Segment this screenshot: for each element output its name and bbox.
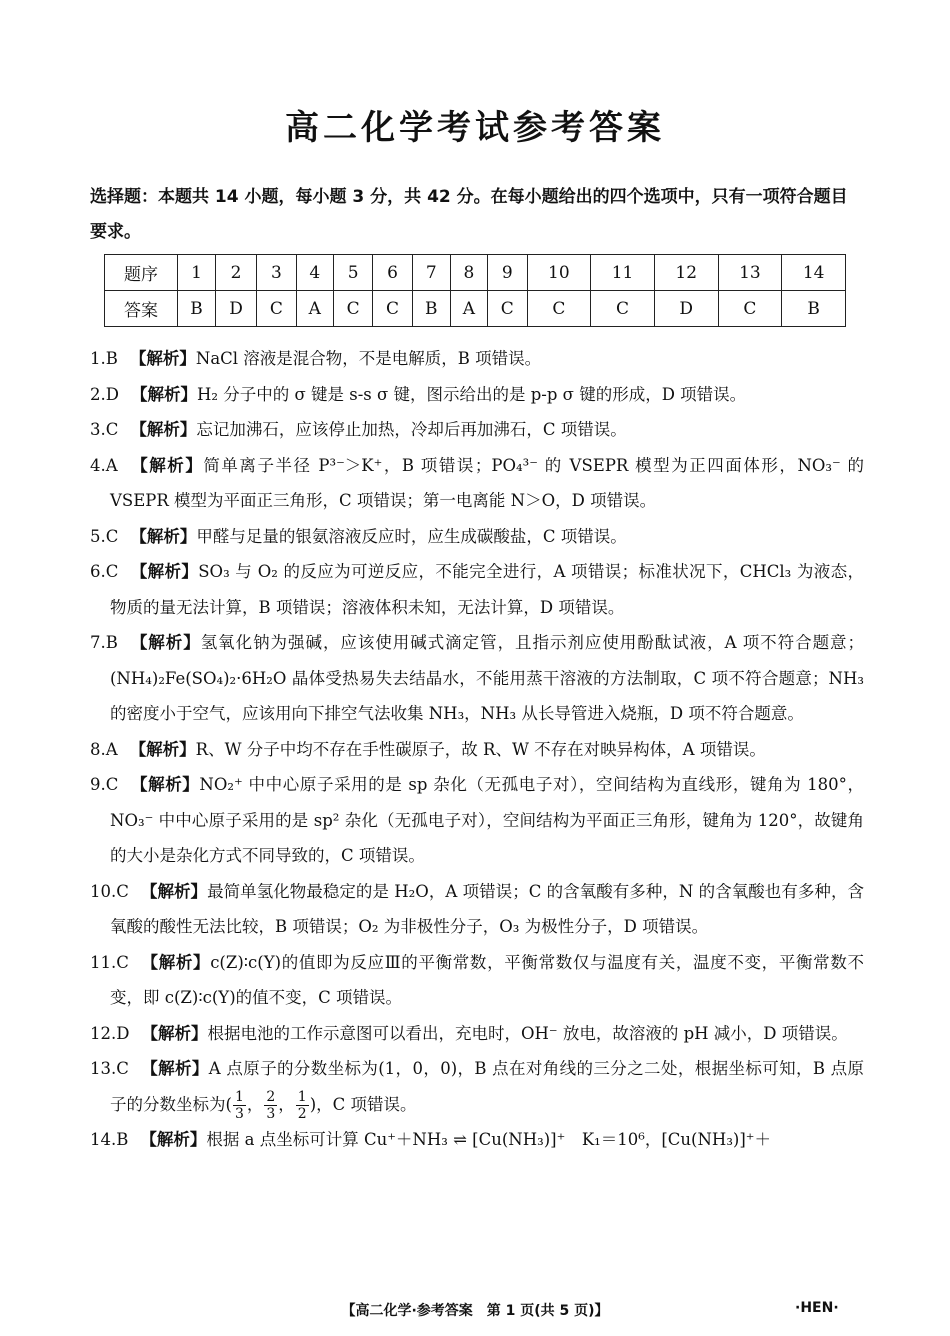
answer-explanations xyxy=(90,341,864,1158)
question-number-cell: 8 xyxy=(450,255,487,291)
fraction xyxy=(233,1089,246,1122)
answer-cell: B xyxy=(782,291,846,327)
answer-table xyxy=(104,254,846,327)
analysis-tag: 【解析】 xyxy=(129,349,196,368)
item-number: 12.D xyxy=(90,1023,130,1043)
row-header: 题序 xyxy=(105,255,178,291)
table-row-numbers xyxy=(105,255,846,291)
fraction xyxy=(296,1089,309,1122)
fraction-numerator: 1 xyxy=(297,1088,307,1105)
analysis-tag: 【解析】 xyxy=(140,1059,209,1078)
analysis-tag: 【解析】 xyxy=(140,952,211,972)
item-text: )，C 项错误。 xyxy=(309,1094,417,1114)
question-number-cell: 14 xyxy=(782,255,846,291)
item-text: 简单离子半径 P³⁻＞K⁺，B 项错误；PO₄³⁻ 的 VSEPR 模型为正四面体形，NO₃⁻ 的 VSEPR 模型为平面正三角形，C 项错误；第一电离能 N＞O，D 项错误。 xyxy=(110,455,865,510)
analysis-tag: 【解析】 xyxy=(129,455,204,475)
page-footer: 【高二化学·参考答案 第 1 页(共 5 页)】 xyxy=(341,1303,609,1319)
list-item: 13.C 【解析】A 点原子的分数坐标为(1，0，0)，B 点在对角线的三分之二处，根据坐标可知，B 点原子的分数坐标为( $\frac{1}{3}$ ， $\frac{2}{3}$ ， $\frac{1}{2}$ )，C 项错误。 xyxy=(90,1059,864,1122)
list-item xyxy=(90,554,864,625)
item-text: 根据 a 点坐标可计算 Cu⁺＋NH₃ ⇌ [Cu(NH₃)]⁺ K₁＝10⁶，[Cu(NH₃)]⁺＋ xyxy=(206,1130,772,1149)
item-text: c(Z)∶c(Y)的值即为反应Ⅲ的平衡常数，平衡常数仅与温度有关，温度不变，平衡常数不变，即 c(Z)∶c(Y)的值不变，C 项错误。 xyxy=(110,952,864,1007)
fraction-denominator: 2 xyxy=(297,1105,307,1122)
table-row-answers xyxy=(105,291,846,327)
list-item xyxy=(90,945,864,1016)
question-number-cell: 9 xyxy=(488,255,527,291)
question-number-cell: 2 xyxy=(215,255,256,291)
question-number-cell: 1 xyxy=(178,255,216,291)
answer-cell: C xyxy=(591,291,655,327)
question-number-cell: 13 xyxy=(718,255,782,291)
question-number-cell: 10 xyxy=(527,255,591,291)
list-item xyxy=(90,625,864,732)
item-number: 10.C xyxy=(90,881,129,901)
analysis-tag: 【解析】 xyxy=(129,739,196,759)
item-number: 7.B xyxy=(90,633,118,652)
question-number-cell: 6 xyxy=(373,255,412,291)
item-text: NO₂⁺ 中中心原子采用的是 sp 杂化（无孤电子对），空间结构为直线形，键角为 180°，NO₃⁻ 中中心原子采用的是 sp² 杂化（无孤电子对），空间结构为平面正三角形，键角为 120°，故键角的大小是杂化方式不同导致的，C 项错误。 xyxy=(110,775,864,865)
item-text: H₂ 分子中的 σ 键是 s-s σ 键，图示给出的是 p-p σ 键的形成，D 项错误。 xyxy=(196,384,747,404)
item-number: 3.C xyxy=(90,420,119,439)
answer-cell: B xyxy=(412,291,450,327)
item-text: 最简单氢化物最稳定的是 H₂O，A 项错误；C 的含氧酸有多种，N 的含氧酸也有多种，含氧酸的酸性无法比较，B 项错误；O₂ 为非极性分子，O₃ 为极性分子，D 项错误。 xyxy=(110,881,864,936)
answer-cell: C xyxy=(373,291,412,327)
question-number-cell: 11 xyxy=(591,255,655,291)
analysis-tag: 【解析】 xyxy=(130,562,199,581)
item-text: NaCl 溶液是混合物，不是电解质，B 项错误。 xyxy=(195,349,542,368)
analysis-tag: 【解析】 xyxy=(140,1130,207,1149)
section-intro: 选择题：本题共 14 小题，每小题 3 分，共 42 分。在每小题给出的四个选项中，只有一项符合题目要求。 xyxy=(90,187,848,242)
analysis-tag: 【解析】 xyxy=(130,526,197,546)
question-number-cell: 3 xyxy=(257,255,296,291)
fraction-denominator: 3 xyxy=(234,1105,244,1122)
item-number: 13.C xyxy=(90,1059,129,1078)
list-item xyxy=(90,1122,864,1158)
answer-cell: C xyxy=(333,291,372,327)
analysis-tag: 【解析】 xyxy=(130,420,197,439)
list-item xyxy=(90,732,864,768)
item-number: 14.B xyxy=(90,1130,129,1149)
list-item xyxy=(90,874,864,945)
answer-cell: A xyxy=(296,291,333,327)
list-item xyxy=(90,519,864,555)
list-item xyxy=(90,377,864,413)
item-text: R、W 分子中均不存在手性碳原子，故 R、W 不存在对映异构体，A 项错误。 xyxy=(195,739,766,759)
fraction-numerator: 1 xyxy=(234,1088,244,1105)
question-number-cell: 12 xyxy=(654,255,718,291)
analysis-tag: 【解析】 xyxy=(130,384,197,404)
item-text: 甲醛与足量的银氨溶液反应时，应生成碳酸盐，C 项错误。 xyxy=(196,526,627,546)
item-number: 5.C xyxy=(90,526,119,546)
answer-cell: D xyxy=(215,291,256,327)
answer-cell: A xyxy=(450,291,487,327)
list-item xyxy=(90,767,864,874)
page-title: 高二化学考试参考答案 xyxy=(285,108,665,148)
answer-cell: C xyxy=(257,291,296,327)
item-text: SO₃ 与 O₂ 的反应为可逆反应，不能完全进行，A 项错误；标准状况下，CHCl₃ 为液态，物质的量无法计算，B 项错误；溶液体积未知，无法计算，D 项错误。 xyxy=(110,562,864,617)
item-text: 忘记加沸石，应该停止加热，冷却后再加沸石，C 项错误。 xyxy=(196,420,627,439)
analysis-tag: 【解析】 xyxy=(140,881,208,901)
list-item xyxy=(90,448,864,519)
list-item xyxy=(90,341,864,377)
analysis-tag: 【解析】 xyxy=(141,1023,208,1043)
paper-code: ·HEN· xyxy=(795,1300,839,1316)
list-item xyxy=(90,1016,864,1052)
item-number: 1.B xyxy=(90,349,118,368)
answer-cell: D xyxy=(654,291,718,327)
item-number: 9.C xyxy=(90,775,119,794)
question-number-cell: 4 xyxy=(296,255,333,291)
item-number: 6.C xyxy=(90,562,119,581)
item-number: 2.D xyxy=(90,384,119,404)
item-number: 8.A xyxy=(90,739,118,759)
answer-cell: C xyxy=(527,291,591,327)
answer-cell: C xyxy=(488,291,527,327)
fraction-denominator: 3 xyxy=(266,1105,276,1122)
row-header: 答案 xyxy=(105,291,178,327)
answer-cell: B xyxy=(178,291,216,327)
item-text: A 点原子的分数坐标为(1，0，0)，B 点在对角线的三分之二处，根据坐标可知，B 点原子的分数坐标为( xyxy=(110,1059,864,1114)
question-number-cell: 5 xyxy=(333,255,372,291)
item-number: 11.C xyxy=(90,952,129,972)
item-text: 氢氧化钠为强碱，应该使用碱式滴定管，且指示剂应使用酚酞试液，A 项不符合题意；(NH₄)₂Fe(SO₄)₂·6H₂O 晶体受热易失去结晶水，不能用蒸干溶液的方法制取，C 项不符合题意；NH₃ 的密度小于空气，应该用向下排空气法收集 NH₃，NH₃ 从长导管进入烧瓶，D 项不符合题意。 xyxy=(110,633,865,723)
question-number-cell: 7 xyxy=(412,255,450,291)
item-number: 4.A xyxy=(90,455,118,475)
answer-cell: C xyxy=(718,291,782,327)
fraction-numerator: 2 xyxy=(266,1088,276,1105)
analysis-tag: 【解析】 xyxy=(130,775,200,794)
fraction xyxy=(264,1089,277,1122)
item-text: 根据电池的工作示意图可以看出，充电时，OH⁻ 放电，故溶液的 pH 减小，D 项错误。 xyxy=(207,1023,848,1043)
list-item xyxy=(90,412,864,448)
analysis-tag: 【解析】 xyxy=(129,633,201,652)
